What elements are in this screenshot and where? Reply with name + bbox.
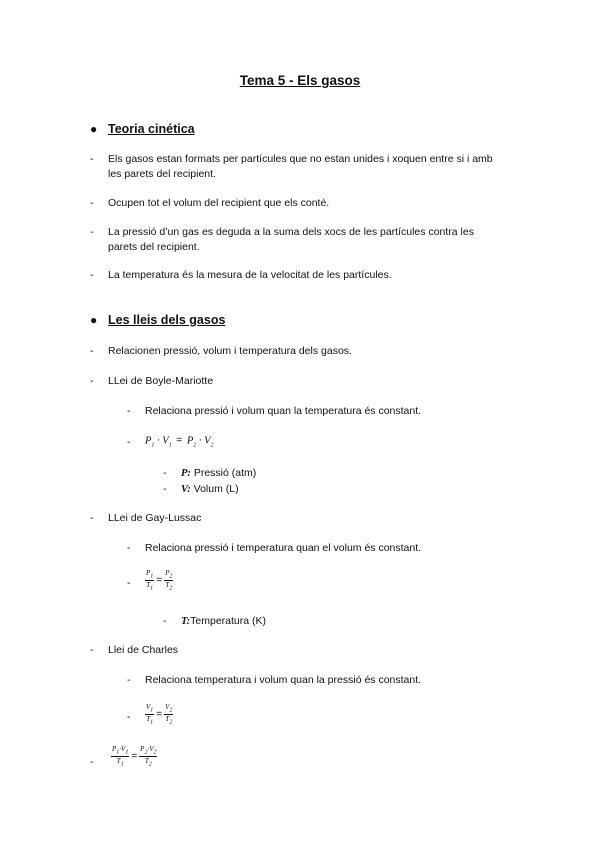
dash: - xyxy=(127,405,131,417)
dash: - xyxy=(90,269,94,281)
dash: - xyxy=(127,542,131,554)
gay-lussac-law-desc: Relaciona pressió i temperatura quan el volum és constant. xyxy=(145,542,422,554)
var-symbol: V: xyxy=(181,484,191,495)
boyle-formula: $P_1 \cdot V_1 = P_2 \cdot V_2$ xyxy=(145,435,214,449)
dash: - xyxy=(90,226,94,238)
gas-laws-intro: Relacionen pressió, volum i temperatura dels gasos. xyxy=(108,345,352,357)
dash: - xyxy=(90,512,94,524)
var-text: Pressió (atm) xyxy=(193,467,257,479)
page-title: Tema 5 - Els gasos xyxy=(239,73,361,88)
dash: - xyxy=(90,756,94,768)
section-heading-kinetic-theory: Teoria cinética xyxy=(108,122,195,136)
var-symbol: T: xyxy=(181,616,191,627)
kinetic-item-3-line1: La pressió d’un gas es deguda a la suma dels xocs de les partícules contra les xyxy=(108,226,474,238)
gay-lussac-var-temperature xyxy=(181,614,266,629)
kinetic-item-1-line1: Els gasos estan formats per partícules que no estan unides i xoquen entre si i amb xyxy=(108,153,493,165)
dash: - xyxy=(127,577,131,589)
dash: - xyxy=(90,153,94,165)
dash: - xyxy=(163,615,167,627)
combined-gas-formula: $\frac{P_1\cdot V_1}{T_1}$ = $\frac{P_2\cdot V_2}{T_2}$ xyxy=(112,745,157,768)
boyle-var-pressure xyxy=(181,466,256,481)
gay-lussac-formula: $\frac{P_1}{T_1}$ = $\frac{P_2}{T_2}$ xyxy=(146,569,173,592)
kinetic-item-4: La temperatura és la mesura de la velocitat de les partícules. xyxy=(108,269,392,281)
dash: - xyxy=(90,345,94,357)
var-text: Temperatura (K) xyxy=(190,615,266,627)
kinetic-item-3-line2: parets del recipient. xyxy=(108,241,200,253)
dash: - xyxy=(127,711,131,723)
dash: - xyxy=(163,483,167,495)
dash: - xyxy=(90,644,94,656)
dash: - xyxy=(90,375,94,387)
kinetic-item-2: Ocupen tot el volum del recipient que els conté. xyxy=(108,197,330,209)
dash: - xyxy=(127,674,131,686)
bullet-icon: ● xyxy=(90,122,98,136)
var-text: Volum (L) xyxy=(193,483,239,495)
section-heading-gas-laws: Les lleis dels gasos xyxy=(108,313,226,327)
charles-law-name: Llei de Charles xyxy=(108,644,179,656)
boyle-var-volume xyxy=(181,482,239,497)
boyle-law-desc: Relaciona pressió i volum quan la temperatura és constant. xyxy=(145,405,422,417)
dash: - xyxy=(163,467,167,479)
charles-law-desc: Relaciona temperatura i volum quan la pressió és constant. xyxy=(145,674,422,686)
var-symbol: P: xyxy=(181,468,191,479)
kinetic-item-1-line2: les parets del recipient. xyxy=(108,168,216,180)
gay-lussac-law-name: LLei de Gay-Lussac xyxy=(108,512,202,524)
boyle-law-name: LLei de Boyle-Mariotte xyxy=(108,375,214,387)
dash: - xyxy=(90,197,94,209)
dash: - xyxy=(127,436,131,448)
bullet-icon: ● xyxy=(90,313,98,327)
charles-formula: $\frac{V_1}{T_1}$ = $\frac{V_2}{T_2}$ xyxy=(146,703,173,726)
